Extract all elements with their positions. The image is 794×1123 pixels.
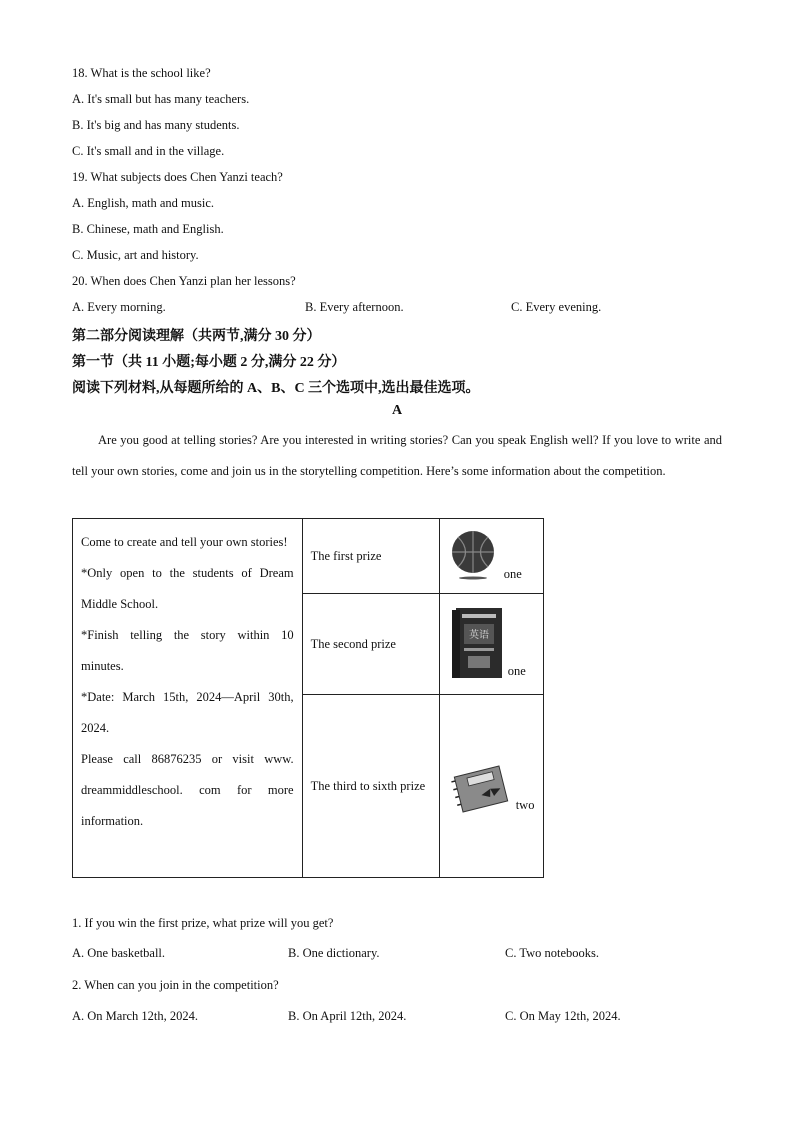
- passage-intro: Are you good at telling stories? Are you interested in writing stories? Can you speak English well? If you love to write and tell your own stories, come and join us in the storytelling competition. Here’s some information about the competition.: [72, 433, 722, 478]
- q18-option-c: C. It's small and in the village.: [72, 144, 225, 158]
- competition-details: [73, 519, 303, 878]
- second-prize-image-cell: [439, 594, 543, 695]
- passage-label: A: [391, 403, 403, 418]
- sub-section-title: 第一节（共 11 小题;每小题 2 分,满分 22 分）: [72, 355, 346, 370]
- question-2: 2. When can you join in the competition?: [72, 978, 279, 992]
- third-prize-image-cell: [439, 695, 543, 878]
- q1-option-a: A. One basketball.: [72, 946, 166, 960]
- third-prize-qty: two: [515, 798, 535, 812]
- question-20: 20. When does Chen Yanzi plan her lessons?: [72, 274, 296, 288]
- q19-option-b: B. Chinese, math and English.: [72, 222, 224, 236]
- q18-option-a: A. It's small but has many teachers.: [72, 92, 250, 106]
- q18-option-b: B. It's big and has many students.: [72, 118, 240, 132]
- question-19: 19. What subjects does Chen Yanzi teach?: [72, 170, 283, 184]
- q20-option-a: A. Every morning.: [72, 300, 166, 314]
- first-prize-image-cell: [439, 519, 543, 594]
- part-title: 第二部分阅读理解（共两节,满分 30 分）: [72, 329, 321, 344]
- basketball-icon: [450, 529, 498, 581]
- q20-option-b: B. Every afternoon.: [305, 300, 404, 314]
- details-line: Come to create and tell your own stories!: [81, 535, 288, 549]
- first-prize-qty: one: [503, 567, 522, 581]
- question-18: 18. What is the school like?: [72, 66, 211, 80]
- q1-option-c: C. Two notebooks.: [505, 946, 600, 960]
- question-1: 1. If you win the first prize, what prize will you get?: [72, 916, 334, 930]
- q19-option-a: A. English, math and music.: [72, 196, 214, 210]
- third-to-sixth-prize-label: The third to sixth prize: [302, 695, 439, 878]
- second-prize-qty: one: [507, 664, 526, 678]
- competition-info-table: [72, 518, 544, 878]
- first-prize-label: The first prize: [302, 519, 439, 594]
- q2-option-a: A. On March 12th, 2024.: [72, 1009, 199, 1023]
- details-line: *Date: March 15th, 2024—April 30th, 2024.: [81, 690, 294, 735]
- dictionary-icon: [450, 606, 508, 680]
- details-line: Please call 86876235 or visit www. dreammiddleschool. com for more information.: [81, 752, 294, 828]
- q2-option-b: B. On April 12th, 2024.: [288, 1009, 407, 1023]
- details-line: *Finish telling the story within 10 minutes.: [81, 628, 294, 673]
- second-prize-label: The second prize: [302, 594, 439, 695]
- instruction: 阅读下列材料,从每题所给的 A、B、C 三个选项中,选出最佳选项。: [72, 381, 480, 396]
- q20-option-c: C. Every evening.: [511, 300, 602, 314]
- dictionary-cover-text: 英语: [468, 630, 489, 641]
- q1-option-b: B. One dictionary.: [288, 946, 380, 960]
- details-line: *Only open to the students of Dream Middle School.: [81, 566, 294, 611]
- notebook-icon: [450, 763, 512, 815]
- q2-option-c: C. On May 12th, 2024.: [505, 1009, 621, 1023]
- q19-option-c: C. Music, art and history.: [72, 248, 199, 262]
